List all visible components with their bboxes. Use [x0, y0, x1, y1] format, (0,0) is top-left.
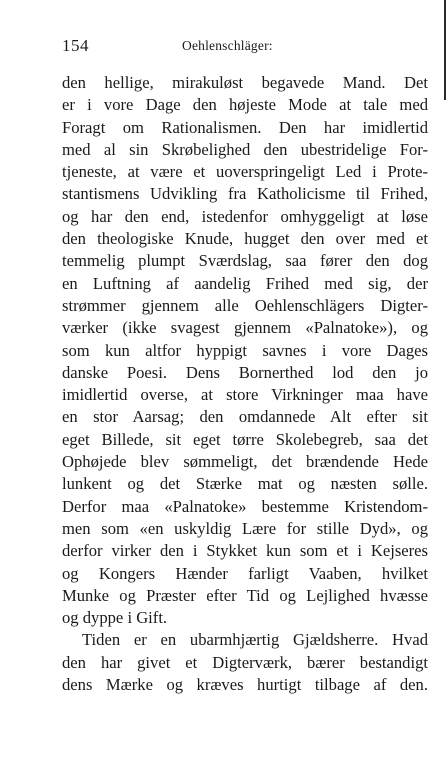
text-line: imidlertid overse, at store Virkninger maa have [62, 385, 428, 405]
text-line: men som «en uskyldig Lære for stille Dyd», og [62, 518, 428, 538]
text-line: værker (ikke svagest gjennem «Palnatoke»), og [62, 318, 428, 338]
running-title: Oehlenschläger: [182, 38, 273, 53]
text-line: og dyppe i Gift. [62, 608, 168, 628]
text-line: den har givet et Digterværk, bærer bestandigt [62, 652, 428, 672]
text-line: eget Billede, sit eget tørre Skolebegreb, saa det [62, 429, 428, 449]
text-line: Munke og Præster efter Tid og Lejlighed hvæsse [62, 585, 428, 605]
text-line: dens Mærke og kræves hurtigt tilbage af den. [62, 675, 428, 695]
body-text [62, 72, 428, 696]
text-line: Derfor maa «Palnatoke» bestemme Kristendom- [62, 496, 428, 516]
text-line: den hellige, mirakuløst begavede Mand. Det [62, 73, 428, 92]
text-line: strømmer gjennem alle Oehlenschlägers Digter- [62, 295, 428, 315]
text-line: og Kongers Hænder farligt Vaaben, hvilket [62, 563, 428, 583]
text-line: er i vore Dage den højeste Mode at tale med [62, 95, 428, 115]
text-line: den theologiske Knude, hugget den over med et [62, 229, 428, 249]
text-line: med al sin Skrøbelighed den ubestridelige For- [62, 139, 428, 159]
text-line: Foragt om Rationalismen. Den har imidlertid [62, 117, 428, 137]
text-line: derfor virker den i Stykket kun som et i Kejseres [62, 541, 428, 561]
text-line: en Luftning af aandelig Frihed med sig, der [62, 273, 428, 293]
running-head [62, 36, 398, 58]
text-line: temmelig plumpt Sværdslag, saa fører den dog [62, 251, 428, 271]
text-line: Ophøjede blev sømmeligt, det brændende Hede [62, 452, 428, 472]
page-edge-line [444, 0, 446, 100]
text-line: stantismens Udvikling fra Katholicisme til Frihed, [62, 184, 428, 204]
text-line: som kun altfor hyppigt savnes i vore Dages [62, 340, 428, 360]
text-line: en stor Aarsag; den omdannede Alt efter sit [62, 407, 428, 427]
text-line: Tiden er en ubarmhjærtig Gjældsherre. Hvad [82, 630, 428, 650]
text-line: tjeneste, at være et uoverspringeligt Led i Prote- [62, 162, 428, 182]
text-line: danske Poesi. Dens Bornerthed lod den jo [62, 362, 428, 382]
text-line: og har den end, istedenfor omhyggeligt at løse [62, 206, 428, 226]
page-number: 154 [62, 36, 89, 55]
text-line: lunkent og det Stærke mat og næsten sølle. [62, 474, 428, 494]
